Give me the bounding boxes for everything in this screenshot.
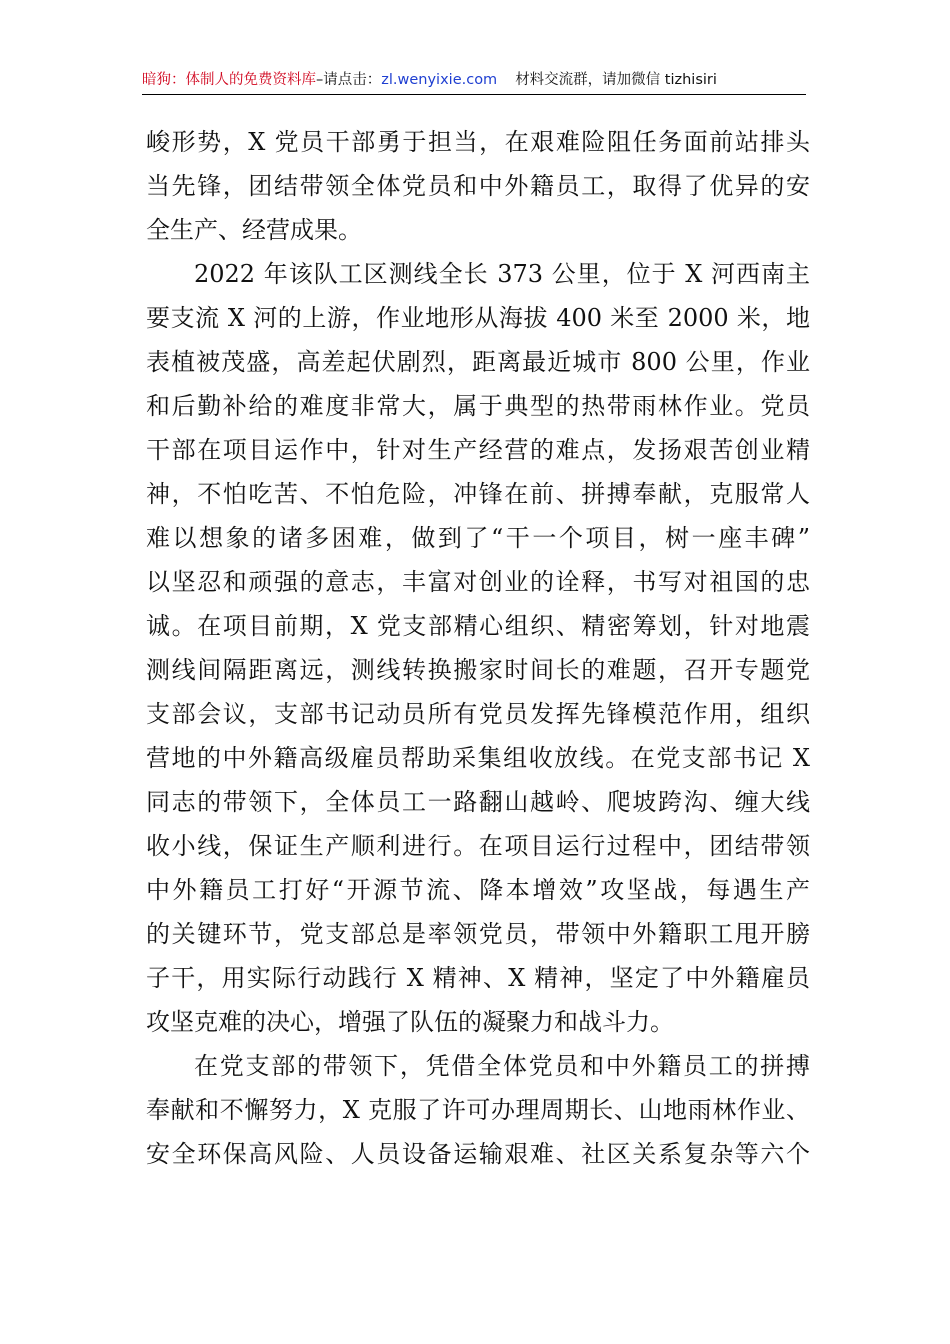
header-url-link[interactable]: zl.wenyixie.com — [381, 72, 498, 88]
body-line: 中外籍员工打好“开源节流、降本增效”攻坚战，每遇生产 — [146, 876, 810, 904]
body-line: 当先锋，团结带领全体党员和中外籍员工，取得了优异的安 — [146, 172, 810, 200]
body-line: 2022 年该队工区测线全长 373 公里，位于 X 河西南主 — [194, 260, 810, 288]
body-line: 子干，用实际行动践行 X 精神、X 精神，坚定了中外籍雇员 — [146, 964, 810, 992]
header-divider — [142, 94, 806, 95]
header-group-note: 材料交流群，请加微信 tizhisiri — [515, 72, 717, 88]
body-line: 难以想象的诸多困难，做到了“干一个项目，树一座丰碑” — [146, 524, 810, 552]
body-line: 峻形势，X 党员干部勇于担当，在艰难险阻任务面前站排头 — [146, 128, 810, 156]
body-line: 表植被茂盛，高差起伏剧烈，距离最近城市 800 公里，作业 — [146, 348, 810, 376]
body-line: 干部在项目运作中，针对生产经营的难点，发扬艰苦创业精 — [146, 436, 810, 464]
body-line: 全生产、经营成果。 — [146, 216, 362, 244]
body-line: 在党支部的带领下，凭借全体党员和中外籍员工的拼搏 — [194, 1052, 810, 1080]
body-line: 和后勤补给的难度非常大，属于典型的热带雨林作业。党员 — [146, 392, 810, 420]
body-line: 要支流 X 河的上游，作业地形从海拔 400 米至 2000 米，地 — [146, 304, 810, 332]
header-brand: 暗狗：体制人的免费资料库 — [142, 72, 316, 88]
document-body — [146, 120, 810, 1176]
body-line: 测线间隔距离远，测线转换搬家时间长的难题，召开专题党 — [146, 656, 810, 684]
page-header — [142, 68, 806, 92]
body-line: 的关键环节，党支部总是率领党员，带领中外籍职工甩开膀 — [146, 920, 810, 948]
body-line: 收小线，保证生产顺利进行。在项目运行过程中，团结带领 — [146, 832, 810, 860]
body-line: 神，不怕吃苦、不怕危险，冲锋在前、拼搏奉献，克服常人 — [146, 480, 810, 508]
body-line: 以坚忍和顽强的意志，丰富对创业的诠释，书写对祖国的忠 — [146, 568, 810, 596]
body-line: 诚。在项目前期，X 党支部精心组织、精密筹划，针对地震 — [146, 612, 810, 640]
body-line: 同志的带领下，全体员工一路翻山越岭、爬坡跨沟、缠大线 — [146, 788, 810, 816]
body-line: 安全环保高风险、人员设备运输艰难、社区关系复杂等六个 — [146, 1140, 810, 1168]
body-line: 支部会议，支部书记动员所有党员发挥先锋模范作用，组织 — [146, 700, 810, 728]
body-line: 营地的中外籍高级雇员帮助采集组收放线。在党支部书记 X — [146, 744, 810, 772]
body-line: 攻坚克难的决心，增强了队伍的凝聚力和战斗力。 — [146, 1008, 674, 1036]
header-link-label: –请点击： — [316, 72, 382, 88]
body-line: 奉献和不懈努力，X 克服了许可办理周期长、山地雨林作业、 — [146, 1096, 810, 1124]
